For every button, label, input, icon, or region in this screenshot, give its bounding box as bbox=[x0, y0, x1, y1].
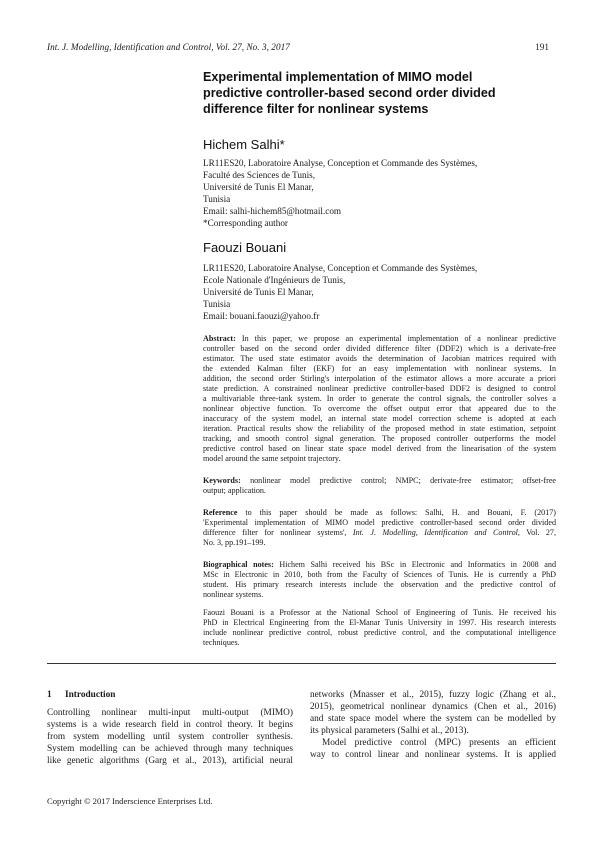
title-line: Experimental implementation of MIMO model bbox=[203, 70, 473, 84]
reference-line: No. 3, pp.191–199. bbox=[203, 538, 266, 547]
abstract-line: In this paper, we propose an experimental implementation of a nonlinear predictive bbox=[241, 334, 556, 343]
bio-line: PhD in Electrical Engineering from the El-Manar Tunis University in 1997. His research interests bbox=[203, 618, 556, 627]
affiliation-line: Université de Tunis El Manar, bbox=[203, 287, 314, 297]
title-line: difference filter for nonlinear systems bbox=[203, 102, 429, 116]
author-name: Faouzi Bouani bbox=[203, 240, 287, 255]
body-line: Controlling nonlinear multi-input multi-output (MIMO) bbox=[47, 708, 293, 718]
keywords-label: Keywords: bbox=[203, 476, 241, 485]
affiliation-line: Tunisia bbox=[203, 194, 231, 204]
running-header-journal: Int. J. Modelling, Identification and Control, Vol. 27, No. 3, 2017 bbox=[47, 42, 290, 52]
abstract-line: the extended Kalman filter (EKF) for an easy implementation with nonlinear systems. In bbox=[203, 364, 556, 373]
body-line: System modelling can be achieved through many techniques bbox=[47, 744, 293, 754]
bio-line: include nonlinear predictive control, robust predictive control, and the computational intelligence bbox=[203, 628, 556, 637]
abstract-line: inaccuracy of the system model, an internal state model correction scheme is adopted at each bbox=[203, 414, 556, 423]
biographical-notes bbox=[203, 560, 556, 600]
keywords-line: output; application. bbox=[203, 486, 266, 495]
author-email: Email: bouani.faouzi@yahoo.fr bbox=[203, 311, 320, 321]
title-line: predictive controller-based second order divided bbox=[203, 86, 496, 100]
bio-line: Hichem Salhi received his BSc in Electronic and Informatics in 2008 and bbox=[279, 560, 556, 569]
body-column-right bbox=[310, 689, 556, 761]
author-affiliation bbox=[203, 262, 477, 322]
body-line: like genetic algorithms (Garg et al., 2013), artificial neural bbox=[47, 756, 293, 766]
body-line: Model predictive control (MPC) presents an efficient bbox=[322, 738, 556, 748]
affiliation-line: Tunisia bbox=[203, 299, 231, 309]
corresponding-author-note: *Corresponding author bbox=[203, 218, 288, 228]
abstract-line: addition, the second order Stirling's interpolation of the estimator allows a more accurate a priori bbox=[203, 374, 556, 383]
affiliation-line: LR11ES20, Laboratoire Analyse, Conception et Commande des Systèmes, bbox=[203, 263, 478, 273]
abstract-line: model around the same setpoint trajectory. bbox=[203, 454, 341, 463]
bio-line: Faouzi Bouani is a Professor at the National School of Engineering of Tunis. He received his bbox=[203, 608, 556, 617]
affiliation-line: Ecole Nationale d'Ingénieurs de Tunis, bbox=[203, 275, 346, 285]
body-line: from system modelling until system controller synthesis. bbox=[47, 732, 293, 742]
abstract-label: Abstract: bbox=[203, 334, 236, 343]
section-number: 1 bbox=[47, 690, 52, 700]
keywords bbox=[203, 476, 556, 496]
body-line: and state space model where the system can be modelled by bbox=[310, 714, 556, 724]
reference-label: Reference bbox=[203, 508, 238, 517]
copyright-notice: Copyright © 2017 Inderscience Enterprises Ltd. bbox=[47, 796, 213, 806]
abstract-line: nonlinear objective function. To overcome the offset output error that appeared due to the bbox=[203, 404, 556, 413]
reference-line: , Vol. 27, bbox=[517, 528, 556, 537]
bio-line: nonlinear systems. bbox=[203, 590, 264, 599]
abstract bbox=[203, 334, 556, 464]
reference-line: difference filter for nonlinear systems', bbox=[203, 528, 347, 537]
body-column-left bbox=[47, 689, 293, 767]
body-line: 2015), geometrical nonlinear dynamics (Chen et al., 2016) bbox=[310, 702, 556, 712]
body-line: its physical parameters (Salhi et al., 2013). bbox=[310, 726, 469, 736]
bio-line: techniques. bbox=[203, 638, 240, 647]
reference-line: 'Experimental implementation of MIMO model predictive controller-based second order divided bbox=[203, 518, 556, 527]
body-line: systems is a wide research field in control theory. It begins bbox=[47, 720, 293, 730]
abstract-line: estimator. The used state estimator avoids the determination of Jacobian matrices required with bbox=[203, 354, 556, 363]
body-line: networks (Mnasser et al., 2015), fuzzy logic (Zhang et al., bbox=[310, 690, 556, 700]
abstract-line: tracking, and smooth control signal generation. The proposed controller outperforms the model bbox=[203, 434, 556, 443]
section-heading-introduction bbox=[47, 689, 293, 701]
affiliation-line: Université de Tunis El Manar, bbox=[203, 182, 314, 192]
abstract-line: predictive control based on linear state space model derived from the linearisation of the system bbox=[203, 444, 556, 453]
bio-line: student. His primary research interests include the observation and the predictive control of bbox=[203, 580, 556, 589]
affiliation-line: LR11ES20, Laboratoire Analyse, Conception et Commande des Systèmes, bbox=[203, 158, 478, 168]
reference-journal: Int. J. Modelling, Identification and Control bbox=[352, 528, 518, 537]
reference-line: to this paper should be made as follows: Salhi, H. and Bouani, F. (2017) bbox=[245, 508, 556, 517]
page-number: 191 bbox=[535, 42, 549, 52]
reference-citation bbox=[203, 508, 556, 548]
body-line: way to control linear and nonlinear systems. It is applied bbox=[310, 750, 556, 760]
author-name: Hichem Salhi* bbox=[203, 137, 285, 152]
biographical-notes-second-author bbox=[203, 608, 556, 648]
bio-label: Biographical notes: bbox=[203, 560, 274, 569]
section-divider bbox=[47, 663, 556, 664]
bio-line: MSc in Electronic in 2010, both from the Faculty of Sciences of Tunis. He is currently a PhD bbox=[203, 570, 556, 579]
abstract-line: controller based on the second order divided difference filter (DDF2) which is a derivate-free bbox=[203, 344, 556, 353]
author-email: Email: salhi-hichem85@hotmail.com bbox=[203, 206, 342, 216]
abstract-line: state prediction. A constrained nonlinear predictive controller-based DDF2 is designed to control bbox=[203, 384, 556, 393]
section-title: Introduction bbox=[65, 690, 116, 700]
abstract-line: iteration. Practical results show the reliability of the proposed method in state estimation, setpoint bbox=[203, 424, 556, 433]
author-affiliation bbox=[203, 157, 477, 229]
keywords-line: nonlinear model predictive control; NMPC; derivate-free estimator; offset-free bbox=[250, 476, 556, 485]
affiliation-line: Faculté des Sciences de Tunis, bbox=[203, 170, 316, 180]
paper-title bbox=[203, 69, 543, 117]
abstract-line: a multivariable three-tank system. In order to generate the control signals, the controller solves a bbox=[203, 394, 556, 403]
